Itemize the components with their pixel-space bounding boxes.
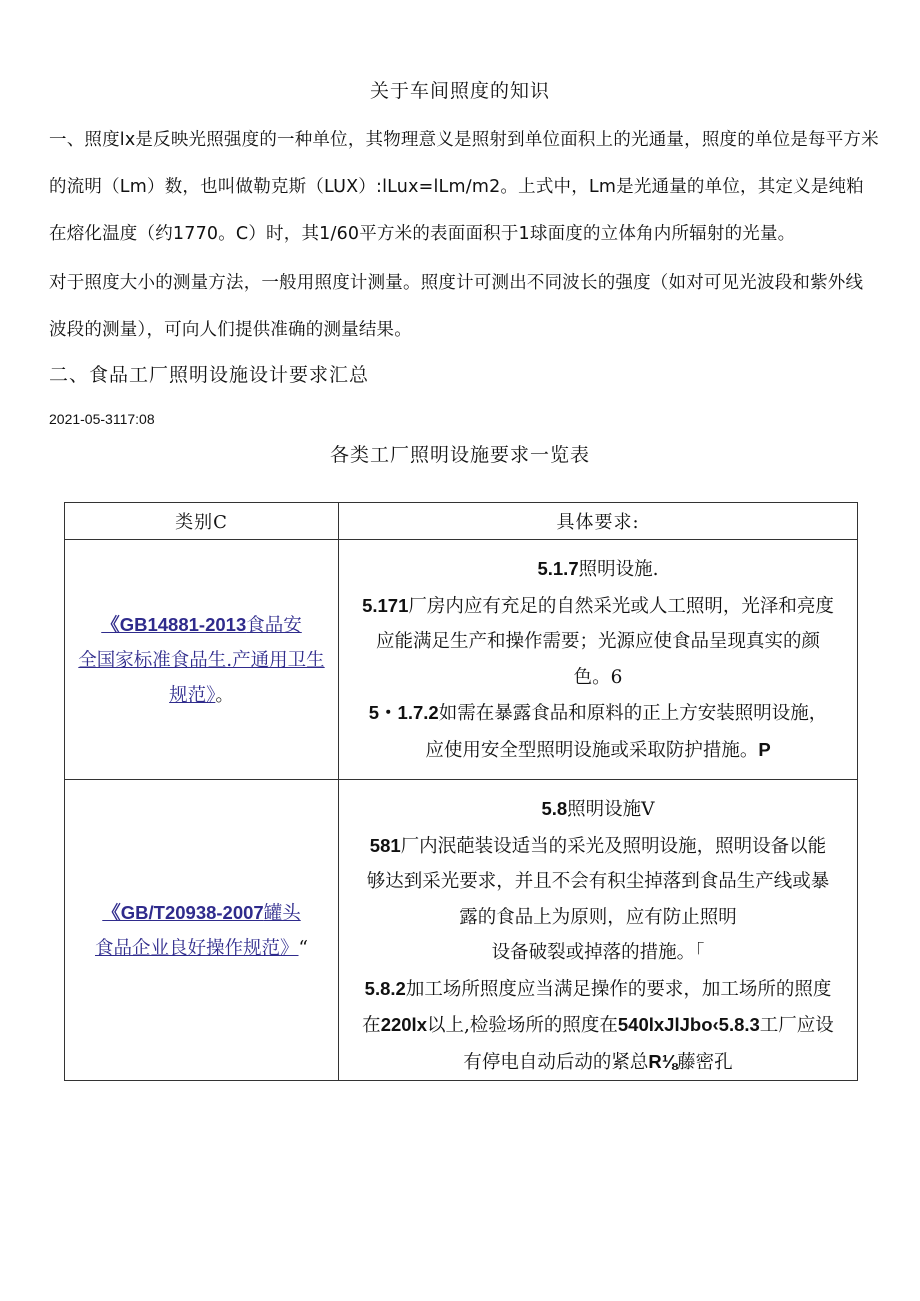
standard-name-part: 食品安 <box>246 614 302 636</box>
header-requirements: 具体要求: <box>339 503 858 540</box>
requirement-line: 5.1.7照明设施. <box>537 558 659 580</box>
requirement-line: 5.171厂房内应有充足的自然采光或人工照明，光泽和亮度 <box>362 594 834 617</box>
requirements-table <box>64 502 858 1081</box>
requirement-line: 5.8照明设施V <box>541 798 655 820</box>
document-title: 关于车间照度的知识 <box>369 80 550 102</box>
standard-suffix: 。 <box>215 684 234 706</box>
standard-link-gb14881[interactable] <box>78 615 324 706</box>
standard-cell <box>65 540 339 780</box>
requirement-line: 色。6 <box>573 666 623 688</box>
standard-name-part: 全国家标准食品生.产通用卫生 <box>78 649 325 671</box>
table-row <box>65 780 858 1081</box>
table-row <box>65 540 858 780</box>
header-category: 类别C <box>65 503 339 540</box>
table-header-row <box>65 503 858 540</box>
requirement-line: 581厂内泯葩装设适当的采光及照明设施，照明设备以能 <box>369 834 827 857</box>
requirement-line: 应能满足生产和操作需要；光源应使食品呈现真实的颜 <box>375 631 820 652</box>
timestamp: 2021-05-3117:08 <box>49 411 155 427</box>
requirement-line: 露的食品上为原则，应有防止照明 <box>459 906 737 928</box>
standard-link-gbt20938[interactable] <box>95 903 301 959</box>
requirements-cell <box>339 780 858 1081</box>
requirements-cell <box>339 540 858 780</box>
standard-code: 《GB/T20938-2007 <box>102 901 264 923</box>
paragraph-measurement-method: 对于照度大小的测量方法，一般用照度计测量。照度计可测出不同波长的强度（如对可见光波段和紫外线波段的测量），可向人们提供准确的测量结果。 <box>49 273 864 340</box>
requirement-line: 5・1.7.2如需在暴露食品和原料的正上方安装照明设施， <box>368 702 828 724</box>
standard-name-part: 罐头 <box>263 902 301 924</box>
requirement-line: 有停电自动后动的紧总R⅛藤密孔 <box>463 1050 733 1073</box>
requirement-line: 应使用安全型照明设施或采取防护措施。P <box>425 738 771 761</box>
requirement-line: 够达到采光要求，并且不会有积尘掉落到食品生产线或暴 <box>366 871 830 892</box>
standard-cell <box>65 780 339 1081</box>
standard-name-part: 规范》 <box>169 684 216 706</box>
requirement-line: 5.8.2加工场所照度应当满足操作的要求，加工场所的照度 <box>364 977 832 1000</box>
standard-code: 《GB14881-2013 <box>101 613 247 635</box>
section-heading-lighting-requirements: 二、食品工厂照明设施设计要求汇总 <box>49 364 370 386</box>
table-title: 各类工厂照明设施要求一览表 <box>329 444 590 466</box>
requirement-line: 设备破裂或掉落的措施。「 <box>491 942 705 963</box>
standard-suffix: “ <box>298 937 308 959</box>
standard-name-part: 食品企业良好操作规范》 <box>95 937 299 959</box>
paragraph-illuminance-definition: 一、照度lx是反映光照强度的一种单位，其物理意义是照射到单位面积上的光通量，照度的单位是每平方米的流明（Lm）数，也叫做勒克斯（LUX）:lLux=lLm∕m2。上式中，Lm是光通量的单位，其定义是纯粕在熔化温度（约1770。C）时，其1/60平方米的表面面积于1球面度的立体角内所辐射的光量。 <box>49 130 879 244</box>
requirement-line: 在220lx以上,检验场所的照度在540lxJlJbo‹5.8.3工厂应设 <box>362 1014 834 1036</box>
